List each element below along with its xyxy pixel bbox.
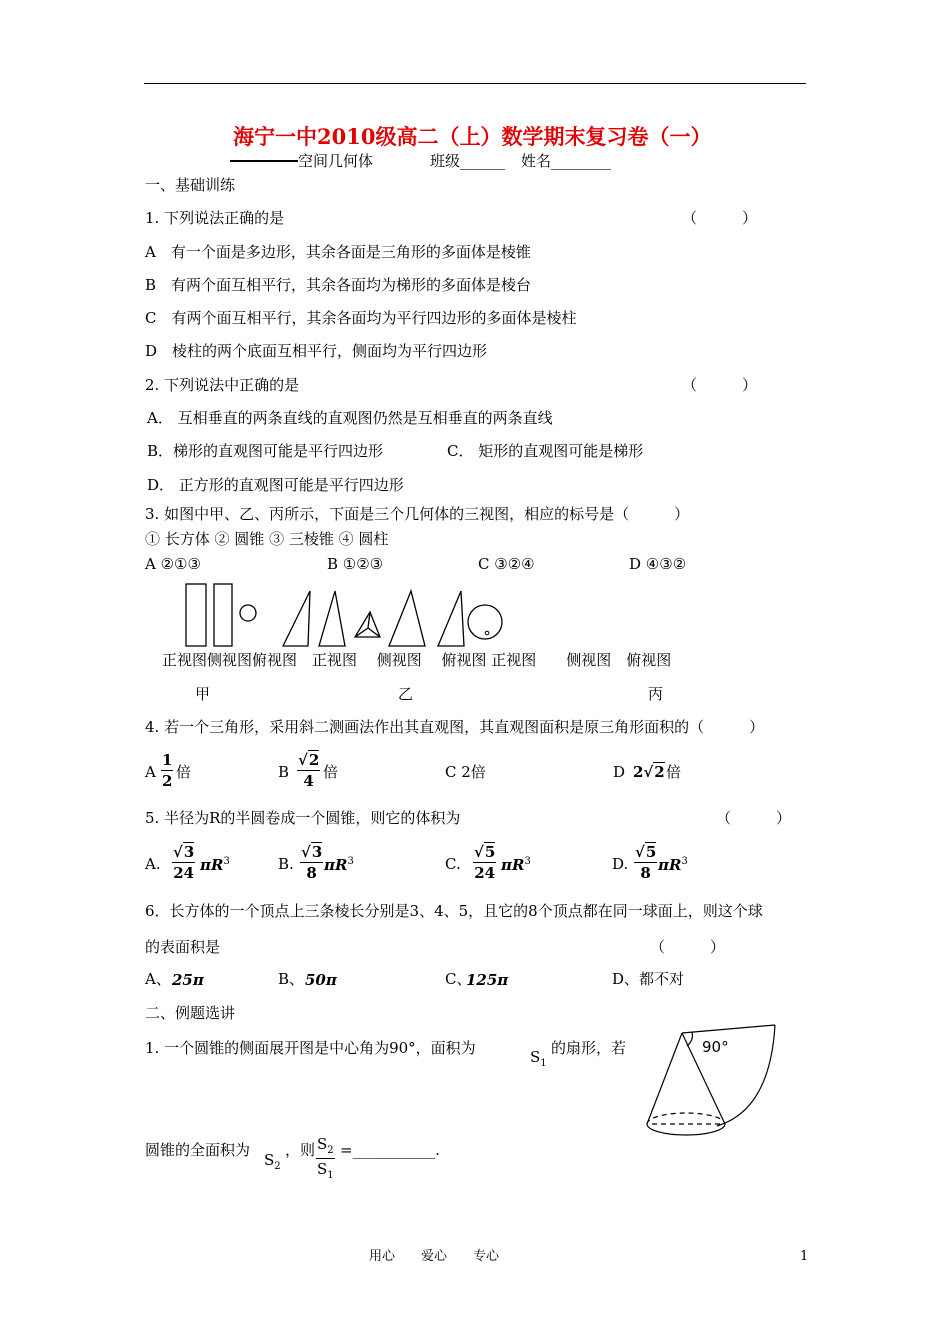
name-field[interactable]: 姓名________ — [521, 152, 612, 170]
q1-stem: 1. 下列说法正确的是 — [145, 209, 285, 227]
pi-r: πR — [501, 856, 525, 874]
s-symbol: S — [264, 1151, 275, 1169]
q6-stem-line-2: 的表面积是 — [145, 938, 221, 956]
q3-option-b: B ①②③ — [327, 555, 384, 573]
q3-option-a: A ②①③ — [145, 555, 201, 573]
q6-option-b-label: B、 — [278, 970, 305, 988]
pi-r: πR — [658, 856, 682, 874]
fraction-denominator — [316, 1159, 335, 1181]
radicand: 2 — [654, 763, 665, 781]
q2-option-c: C． 矩形的直观图可能是梯形 — [447, 442, 644, 460]
q4-stem: 4. 若一个三角形，采用斜二测画法作出其直观图，其直观图面积是原三角形面积的（ ） — [145, 718, 765, 736]
fraction-numerator: 1 — [162, 751, 173, 769]
radicand: 5 — [645, 843, 657, 861]
q1-option-b: B 有两个面互相平行，其余各面均为梯形的多面体是棱台 — [145, 276, 532, 294]
q4-option-a-suffix: 倍 — [176, 763, 192, 781]
q2-option-a: A． 互相垂直的两条直线的直观图仍然是互相垂直的两条直线 — [147, 409, 553, 427]
q4-option-b-label: B — [278, 763, 290, 781]
q1-option-c: C 有两个面互相平行，其余各面均为平行四边形的多面体是棱柱 — [145, 309, 577, 327]
q4-option-a-label: A — [145, 763, 156, 781]
fraction-denominator: 24 — [474, 864, 496, 882]
q6-option-b-value: 50π — [305, 971, 337, 989]
radicand: 2 — [308, 751, 320, 769]
q3-group-jia: 甲 — [195, 685, 211, 703]
q3-stem: 3. 如图中甲、乙、丙所示，下面是三个几何体的三视图，相应的标号是（ ） — [145, 505, 690, 523]
ex1-stem-line-1: 1. 一个圆锥的侧面展开图是中心角为90°，面积为 — [145, 1039, 476, 1057]
pi-r: πR — [200, 856, 224, 874]
exponent: 3 — [347, 856, 354, 867]
radicand: 3 — [183, 843, 195, 861]
subscript: 1 — [540, 1058, 547, 1069]
q4-option-d-suffix: 倍 — [666, 763, 682, 781]
radicand: 5 — [484, 843, 496, 861]
q6-answer-paren: （ ） — [650, 938, 726, 956]
q1-answer-paren: （ ） — [682, 209, 758, 227]
q4-option-d-label: D — [613, 763, 626, 781]
ex1-s2-symbol — [264, 1153, 281, 1172]
q5-stem: 5. 半径为R的半圆卷成一个圆锥，则它的体积为 — [145, 809, 461, 827]
pi-r: πR — [324, 856, 348, 874]
q6-option-c-value: 125π — [466, 971, 509, 989]
subscript: 1 — [327, 1170, 334, 1181]
ex1-then: ，则 — [285, 1141, 316, 1159]
section-2-heading: 二、例题选讲 — [145, 1004, 236, 1022]
q2-option-b: B．梯形的直观图可能是平行四边形 — [147, 442, 384, 460]
q3-solid-list: ① 长方体 ② 圆锥 ③ 三棱锥 ④ 圆柱 — [145, 530, 389, 548]
fraction-denominator: 8 — [640, 864, 651, 882]
q5-option-a-label: A. — [145, 855, 161, 873]
exponent: 3 — [223, 856, 230, 867]
radicand: 3 — [311, 843, 323, 861]
subscript: 2 — [327, 1145, 334, 1156]
q6-option-d: D、都不对 — [612, 970, 685, 988]
q2-option-d: D． 正方形的直观图可能是平行四边形 — [147, 476, 404, 494]
cone-angle-label: 90° — [702, 1038, 729, 1056]
q4-option-c: C 2倍 — [445, 763, 486, 781]
ex1-ratio-fraction — [316, 1137, 335, 1181]
footer-text: 用心 爱心 专心 — [369, 1249, 500, 1264]
q2-answer-paren: （ ） — [682, 376, 758, 394]
section-1-heading: 一、基础训练 — [145, 176, 236, 194]
q5-option-c-label: C. — [445, 855, 461, 873]
q1-option-d: D 棱柱的两个底面互相平行，侧面均为平行四边形 — [145, 342, 488, 360]
ex1-answer-blank[interactable]: =___________. — [340, 1141, 440, 1159]
ex1-stem-line-2: 圆锥的全面积为 — [145, 1141, 251, 1159]
s-symbol: S — [317, 1135, 328, 1153]
q6-option-a-label: A、 — [145, 970, 171, 988]
q3-view-labels: 正视图侧视图俯视图 正视图 侧视图 俯视图 正视图 侧视图 俯视图 — [162, 651, 672, 669]
fraction-denominator: 2 — [162, 772, 173, 790]
fraction-denominator: 24 — [173, 864, 195, 882]
page-number: 1 — [800, 1249, 809, 1264]
page-title: 海宁一中2010级高二（上）数学期末复习卷（一） — [233, 124, 712, 149]
q5-answer-paren: （ ） — [716, 809, 792, 827]
s-symbol: S — [530, 1048, 541, 1066]
exponent: 3 — [524, 856, 531, 867]
q3-group-yi: 乙 — [398, 685, 414, 703]
q3-option-c: C ③②④ — [478, 555, 535, 573]
q3-group-bing: 丙 — [648, 685, 664, 703]
fraction-numerator: √3 — [173, 843, 195, 861]
q6-stem-line-1: 6．长方体的一个顶点上三条棱长分别是3、4、5，且它的8个顶点都在同一球面上，则这个球 — [145, 902, 763, 920]
q5-option-d-label: D. — [612, 855, 629, 873]
ex1-stem-line-1-end: 的扇形，若 — [551, 1039, 627, 1057]
q2-stem: 2. 下列说法中正确的是 — [145, 376, 300, 394]
subscript: 2 — [274, 1161, 281, 1172]
fraction-numerator — [316, 1137, 335, 1159]
subtitle-topic: 空间几何体 — [298, 152, 374, 170]
fraction-numerator: √2 — [298, 751, 320, 769]
q4-option-b-suffix: 倍 — [323, 763, 339, 781]
q1-option-a: A 有一个面是多边形，其余各面是三角形的多面体是棱锥 — [145, 243, 531, 261]
q3-option-d: D ④③② — [629, 555, 687, 573]
coefficient: 2 — [633, 763, 644, 781]
fraction-numerator: √5 — [474, 843, 496, 861]
fraction-numerator: √5 — [635, 843, 657, 861]
q6-option-a-value: 25π — [172, 971, 204, 989]
s-symbol: S — [317, 1160, 328, 1178]
fraction-denominator: 8 — [306, 864, 317, 882]
class-field[interactable]: 班级______ — [430, 152, 506, 170]
q5-option-b-label: B. — [278, 855, 294, 873]
fraction-numerator: √3 — [301, 843, 323, 861]
q6-option-c-label: C、 — [445, 970, 472, 988]
q4-option-d-value: 2√2 — [633, 763, 665, 781]
exponent: 3 — [681, 856, 688, 867]
fraction-denominator: 4 — [303, 772, 314, 790]
